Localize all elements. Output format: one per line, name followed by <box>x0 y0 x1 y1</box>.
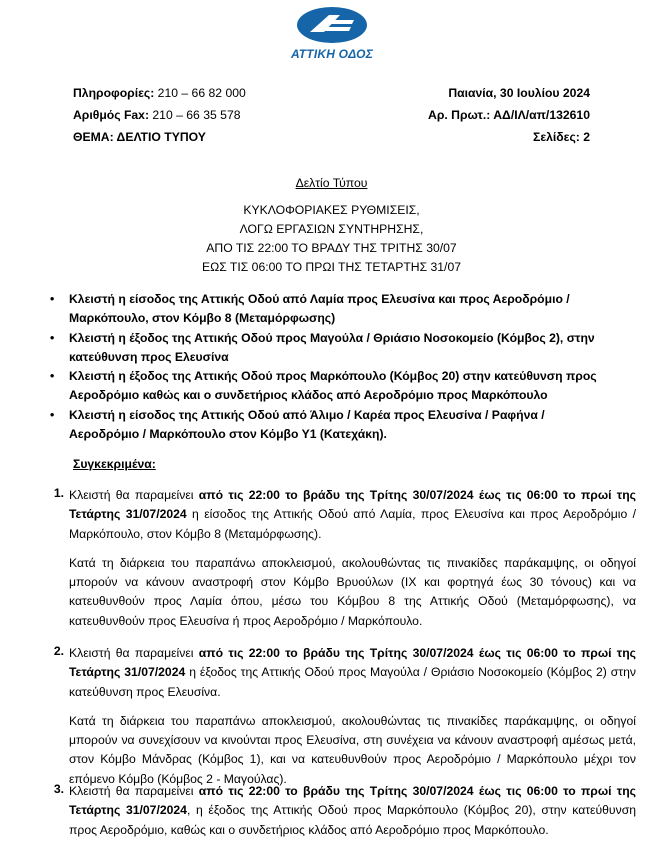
list-item: • Κλειστή η έξοδος της Αττικής Οδού προς Μαρκόπουλο (Κόμβος 20) στην κατεύθυνση προς Αεροδρόμιο καθώς και ο συνδετήριος κλάδος από Αεροδρόμιο προς Μαρκόπουλο <box>50 367 610 406</box>
subject-line-4: ΕΩΣ ΤΙΣ 06:00 ΤΟ ΠΡΩΙ ΤΗΣ ΤΕΤΑΡΤΗΣ 31/07 <box>201 260 462 274</box>
subject-line <box>73 130 206 144</box>
item-rest: , η έξοδος της Αττικής Οδού προς Μαρκόπουλο (Κόμβος 20), στην κατεύθυνση προς Αεροδρόμιο, καθώς και ο συνδετήριος κλάδος από Αεροδρόμιο προς Μαρκόπουλο. <box>69 803 636 837</box>
logo-text: ΑΤΤΙΚΗ ΟΔΟΣ <box>291 47 373 61</box>
attiki-odos-logo-icon <box>296 6 368 44</box>
item-body <box>69 644 636 789</box>
list-item: • Κλειστή η έξοδος της Αττικής Οδού προς Μαγούλα / Θριάσιο Νοσοκομείο (Κόμβος 2), στην κατεύθυνση προς Ελευσίνα <box>50 329 610 368</box>
item-rest: η είσοδος της Αττικής Οδού από Λαμία, προς Ελευσίνα και προς Αεροδρόμιο / Μαρκόπουλο, στον Κόμβο 8 (Μεταμόρφωσης). <box>69 507 636 541</box>
item-body <box>69 486 636 631</box>
closure-summary-list <box>50 290 610 444</box>
item-detail: Κατά τη διάρκεια του παραπάνω αποκλεισμού, ακολουθώντας τις πινακίδες παράκαμψης, οι οδηγοί μπορούν να κάνουν αναστροφή στον Κόμβο Βρυούλων (ΙΧ και φορτηγά έως 30 τόνους) και να κατευθυνθούν προς Λαμία όπου, μέσω του Κόμβου 8 της Αττικής Οδού (Μεταμόρφωσης), να κατευθυνθούν προς Ελευσίνα ή προς Αεροδρόμιο / Μαρκόπουλο. <box>69 555 636 628</box>
item-intro: Κλειστή θα παραμείνει <box>69 784 199 798</box>
subject-line-3: ΑΠΟ ΤΙΣ 22:00 ΤΟ ΒΡΑΔΥ ΤΗΣ ΤΡΙΤΗΣ 30/07 <box>206 241 457 255</box>
item-intro: Κλειστή θα παραμείνει <box>69 646 199 660</box>
item-number: 2. <box>53 644 64 658</box>
list-item: • Κλειστή η είσοδος της Αττικής Οδού από Λαμία προς Ελευσίνα και προς Αεροδρόμιο / Μαρκόπουλο, στον Κόμβο 8 (Μεταμόρφωσης) <box>50 290 610 329</box>
item-number: 3. <box>53 782 64 796</box>
item-period: από τις 22:00 το βράδυ της Τρίτης 30/07/2024 έως τις 06:00 το πρωί της Τετάρτης 31/07/2024 <box>69 488 636 522</box>
item-period: από τις 22:00 το βράδυ της Τρίτης 30/07/2024 έως τις 06:00 το πρωί της Τετάρτης 31/07/2024 <box>69 646 636 680</box>
subject-text: ΘΕΜΑ: ΔΕΛΤΙΟ ΤΥΠΟΥ <box>73 130 206 144</box>
info-label: Πληροφορίες: <box>73 86 155 100</box>
place-date-text: Παιανία, 30 Ιουλίου 2024 <box>448 86 590 100</box>
press-release-title: Δελτίο Τύπου <box>295 176 368 190</box>
fax-value: 210 – 66 35 578 <box>152 108 241 122</box>
info-phone <box>73 86 246 100</box>
fax-label: Αριθμός Fax: <box>73 108 149 122</box>
item-paragraph <box>69 644 636 702</box>
specifically-heading: Συγκεκριμένα: <box>73 457 156 471</box>
item-period: από τις 22:00 το βράδυ της Τρίτης 30/07/2024 έως τις 06:00 το πρωί της Τετάρτης 31/07/2024 <box>69 784 636 818</box>
page-count-text: Σελίδες: 2 <box>533 130 590 144</box>
page-count <box>533 130 590 144</box>
subject-line-1: ΚΥΚΛΟΦΟΡΙΑΚΕΣ ΡΥΘΜΙΣΕΙΣ, <box>243 203 420 217</box>
protocol-text: Αρ. Πρωτ.: ΑΔ/ΙΛ/απ/132610 <box>428 108 590 122</box>
item-number: 1. <box>53 486 64 500</box>
protocol-number <box>428 108 590 122</box>
item-body <box>69 782 636 840</box>
subject-line-2: ΛΟΓΩ ΕΡΓΑΣΙΩΝ ΣΥΝΤΗΡΗΣΗΣ, <box>239 222 424 236</box>
item-paragraph <box>69 486 636 544</box>
item-rest: η έξοδος της Αττικής Οδού προς Μαγούλα / Θριάσιο Νοσοκομείο (Κόμβος 2) στην κατεύθυνση προς Ελευσίνα. <box>69 665 636 699</box>
list-item: • Κλειστή η είσοδος της Αττικής Οδού από Άλιμο / Καρέα προς Ελευσίνα / Ραφήνα / Αεροδρόμιο / Μαρκόπουλο στον Κόμβο Υ1 (Κατεχάκη). <box>50 406 610 445</box>
item-detail: Κατά τη διάρκεια του παραπάνω αποκλεισμού, ακολουθώντας τις πινακίδες παράκαμψης, οι οδηγοί μπορούν να συνεχίσουν να κινούνται προς Ελευσίνα, στη συνέχεια να κάνουν αναστροφή αμέσως μετά, στον Κόμβο Μάνδρας (Κόμβος 1), και να κατευθυνθούν προς Αεροδρόμιο / Μαρκόπουλο μέχρι τον επόμενο Κόμβο (Κόμβος 2 - Μαγούλας). <box>69 713 636 786</box>
place-date <box>448 86 590 100</box>
info-fax <box>73 108 241 122</box>
info-value: 210 – 66 82 000 <box>157 86 246 100</box>
item-paragraph <box>69 782 636 840</box>
item-intro: Κλειστή θα παραμείνει <box>69 488 199 502</box>
